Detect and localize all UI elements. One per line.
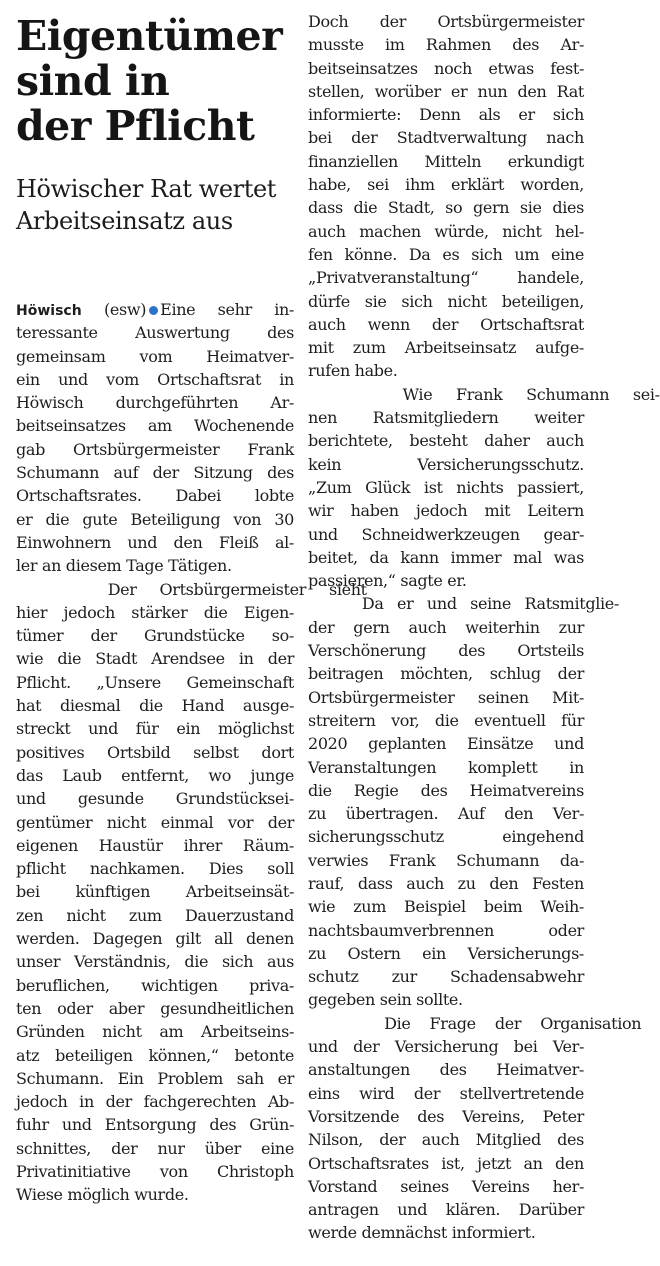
- body-line: atz beteiligen können,“ betonte: [16, 1045, 294, 1065]
- bullet-icon: [149, 306, 158, 315]
- body-line: ein und vom Ortschaftsrat in: [16, 369, 294, 389]
- body-line: jedoch in der fachgerechten Ab-: [16, 1092, 294, 1112]
- body-line: Schumann. Ein Problem sah er: [16, 1068, 294, 1088]
- body-line: rufen habe.: [308, 361, 398, 381]
- body-line: gentümer nicht einmal vor der: [16, 812, 294, 832]
- body-line: Da er und seine Ratsmitglie-: [308, 594, 619, 614]
- body-line-text: Eine sehr in-: [160, 300, 294, 319]
- body-line: Vorstand seines Vereins her-: [308, 1176, 584, 1196]
- body-line: positives Ortsbild selbst dort: [16, 742, 294, 762]
- body-line: wie zum Beispiel beim Weih-: [308, 897, 584, 917]
- body-line: fuhr und Entsorgung des Grün-: [16, 1115, 294, 1135]
- body-line: hier jedoch stärker die Eigen-: [16, 602, 294, 622]
- body-line: beitseinsatzes noch etwas fest-: [308, 58, 584, 78]
- body-line: Die Frage der Organisation: [308, 1013, 642, 1033]
- body-line: schnittes, der nur über eine: [16, 1138, 294, 1158]
- body-line: teressante Auswertung des: [16, 323, 294, 343]
- headline-line: sind in: [16, 57, 170, 105]
- body-line: beitseinsatzes am Wochenende: [16, 416, 294, 436]
- subheadline: [16, 173, 296, 237]
- body-line: das Laub entfernt, wo junge: [16, 765, 294, 785]
- headline: [16, 14, 296, 149]
- body-line: Doch der Ortsbürgermeister: [308, 12, 584, 31]
- body-line: ler an diesem Tage Tätigen.: [16, 556, 232, 576]
- body-line: zu Ostern ein Versicherungs-: [308, 943, 584, 963]
- body-line: gemeinsam vom Heimatver-: [16, 346, 294, 366]
- body-line: Höwisch durchgeführten Ar-: [16, 393, 294, 413]
- body-line: werden. Dagegen gilt all denen: [16, 929, 294, 949]
- body-line: nen Ratsmitgliedern weiter: [308, 408, 584, 428]
- body-line: antragen und klären. Darüber: [308, 1200, 584, 1220]
- body-line: habe, sei ihm erklärt worden,: [308, 175, 584, 195]
- subheadline-line: Höwischer Rat wertet: [16, 175, 277, 203]
- body-line: ten oder aber gesundheitlichen: [16, 998, 294, 1018]
- body-line: „Zum Glück ist nichts passiert,: [308, 477, 584, 497]
- body-line: berichtete, besteht daher auch: [308, 431, 584, 451]
- body-line: gegeben sein sollte.: [308, 990, 463, 1010]
- body-line: dass die Stadt, so gern sie dies: [308, 198, 584, 218]
- body-line: passieren,“ sagte er.: [308, 571, 467, 591]
- body-line: verwies Frank Schumann da-: [308, 850, 584, 870]
- body-line: finanziellen Mitteln erkundigt: [308, 151, 584, 171]
- body-line: unser Verständnis, die sich aus: [16, 952, 294, 972]
- body-line: [16, 298, 296, 321]
- body-line: Einwohnern und den Fleiß al-: [16, 532, 294, 552]
- body-line: hat diesmal die Hand ausge-: [16, 696, 294, 716]
- body-line: Wiese möglich wurde.: [16, 1185, 189, 1205]
- body-line: Verschönerung des Ortsteils: [308, 641, 584, 661]
- headline-line: Eigentümer: [16, 12, 283, 60]
- body-line: anstaltungen des Heimatver-: [308, 1060, 584, 1080]
- body-line: eins wird der stellvertretende: [308, 1083, 584, 1103]
- article-body-right: [308, 10, 660, 1245]
- body-line: der gern auch weiterhin zur: [308, 617, 584, 637]
- body-line: informierte: Denn als er sich: [308, 105, 584, 125]
- body-line: und gesunde Grundstücksei-: [16, 789, 294, 809]
- body-line: Der Ortsbürgermeister sieht: [16, 579, 367, 599]
- body-line: Ortsbürgermeister seinen Mit-: [308, 687, 584, 707]
- byline: (esw): [81, 300, 147, 319]
- body-line: werde demnächst informiert.: [308, 1223, 536, 1243]
- dateline: Höwisch: [16, 303, 82, 319]
- subheadline-line: Arbeitseinsatz aus: [16, 207, 233, 235]
- body-line: pflicht nachkamen. Dies soll: [16, 859, 294, 879]
- body-line: stellen, worüber er nun den Rat: [308, 81, 584, 101]
- body-line: Wie Frank Schumann sei-: [308, 384, 660, 404]
- body-line: fen könne. Da es sich um eine: [308, 244, 584, 264]
- body-line: zu übertragen. Auf den Ver-: [308, 804, 584, 824]
- body-line: auch machen würde, nicht hel-: [308, 221, 584, 241]
- headline-line: der Pflicht: [16, 102, 255, 150]
- body-line: beitet, da kann immer mal was: [308, 547, 584, 567]
- body-line: wie die Stadt Arendsee in der: [16, 649, 294, 669]
- body-line: dürfe sie sich nicht beteiligen,: [308, 291, 584, 311]
- body-line: rauf, dass auch zu den Festen: [308, 873, 584, 893]
- body-line: streckt und für ein möglichst: [16, 719, 294, 739]
- body-line: Privatinitiative von Christoph: [16, 1161, 294, 1181]
- body-line: Nilson, der auch Mitglied des: [308, 1130, 584, 1150]
- body-line: mit zum Arbeitseinsatz aufge-: [308, 338, 584, 358]
- body-line: Pflicht. „Unsere Gemeinschaft: [16, 672, 294, 692]
- body-line: eigenen Haustür ihrer Räum-: [16, 835, 294, 855]
- body-line: und Schneidwerkzeugen gear-: [308, 524, 584, 544]
- body-line: Ortschaftsrates. Dabei lobte: [16, 486, 294, 506]
- body-line: Vorsitzende des Vereins, Peter: [308, 1106, 584, 1126]
- body-line: Ortschaftsrates ist, jetzt an den: [308, 1153, 584, 1173]
- body-line: bei künftigen Arbeitseinsät-: [16, 882, 294, 902]
- body-line: zen nicht zum Dauerzustand: [16, 905, 294, 925]
- body-line: schutz zur Schadensabwehr: [308, 967, 584, 987]
- body-line: wir haben jedoch mit Leitern: [308, 501, 584, 521]
- body-line: er die gute Beteiligung von 30: [16, 509, 294, 529]
- body-line: Veranstaltungen komplett in: [308, 757, 584, 777]
- body-line: und der Versicherung bei Ver-: [308, 1037, 584, 1057]
- right-column: [308, 0, 660, 1245]
- body-line: gab Ortsbürgermeister Frank: [16, 439, 294, 459]
- body-line: 2020 geplanten Einsätze und: [308, 734, 584, 754]
- body-line: sicherungsschutz eingehend: [308, 827, 584, 847]
- body-line: streitern vor, die eventuell für: [308, 710, 584, 730]
- body-line: bei der Stadtverwaltung nach: [308, 128, 584, 148]
- body-line: beruflichen, wichtigen priva-: [16, 975, 294, 995]
- body-line: die Regie des Heimatvereins: [308, 780, 584, 800]
- body-line: tümer der Grundstücke so-: [16, 626, 294, 646]
- body-line: Gründen nicht am Arbeitseins-: [16, 1022, 294, 1042]
- body-line: nachtsbaumverbrennen oder: [308, 920, 584, 940]
- body-line: musste im Rahmen des Ar-: [308, 35, 584, 55]
- body-line: Schumann auf der Sitzung des: [16, 463, 294, 483]
- body-line: auch wenn der Ortschaftsrat: [308, 314, 584, 334]
- body-line: kein Versicherungsschutz.: [308, 454, 584, 474]
- body-line: beitragen möchten, schlug der: [308, 664, 584, 684]
- body-line: „Privatveranstaltung“ handele,: [308, 268, 584, 288]
